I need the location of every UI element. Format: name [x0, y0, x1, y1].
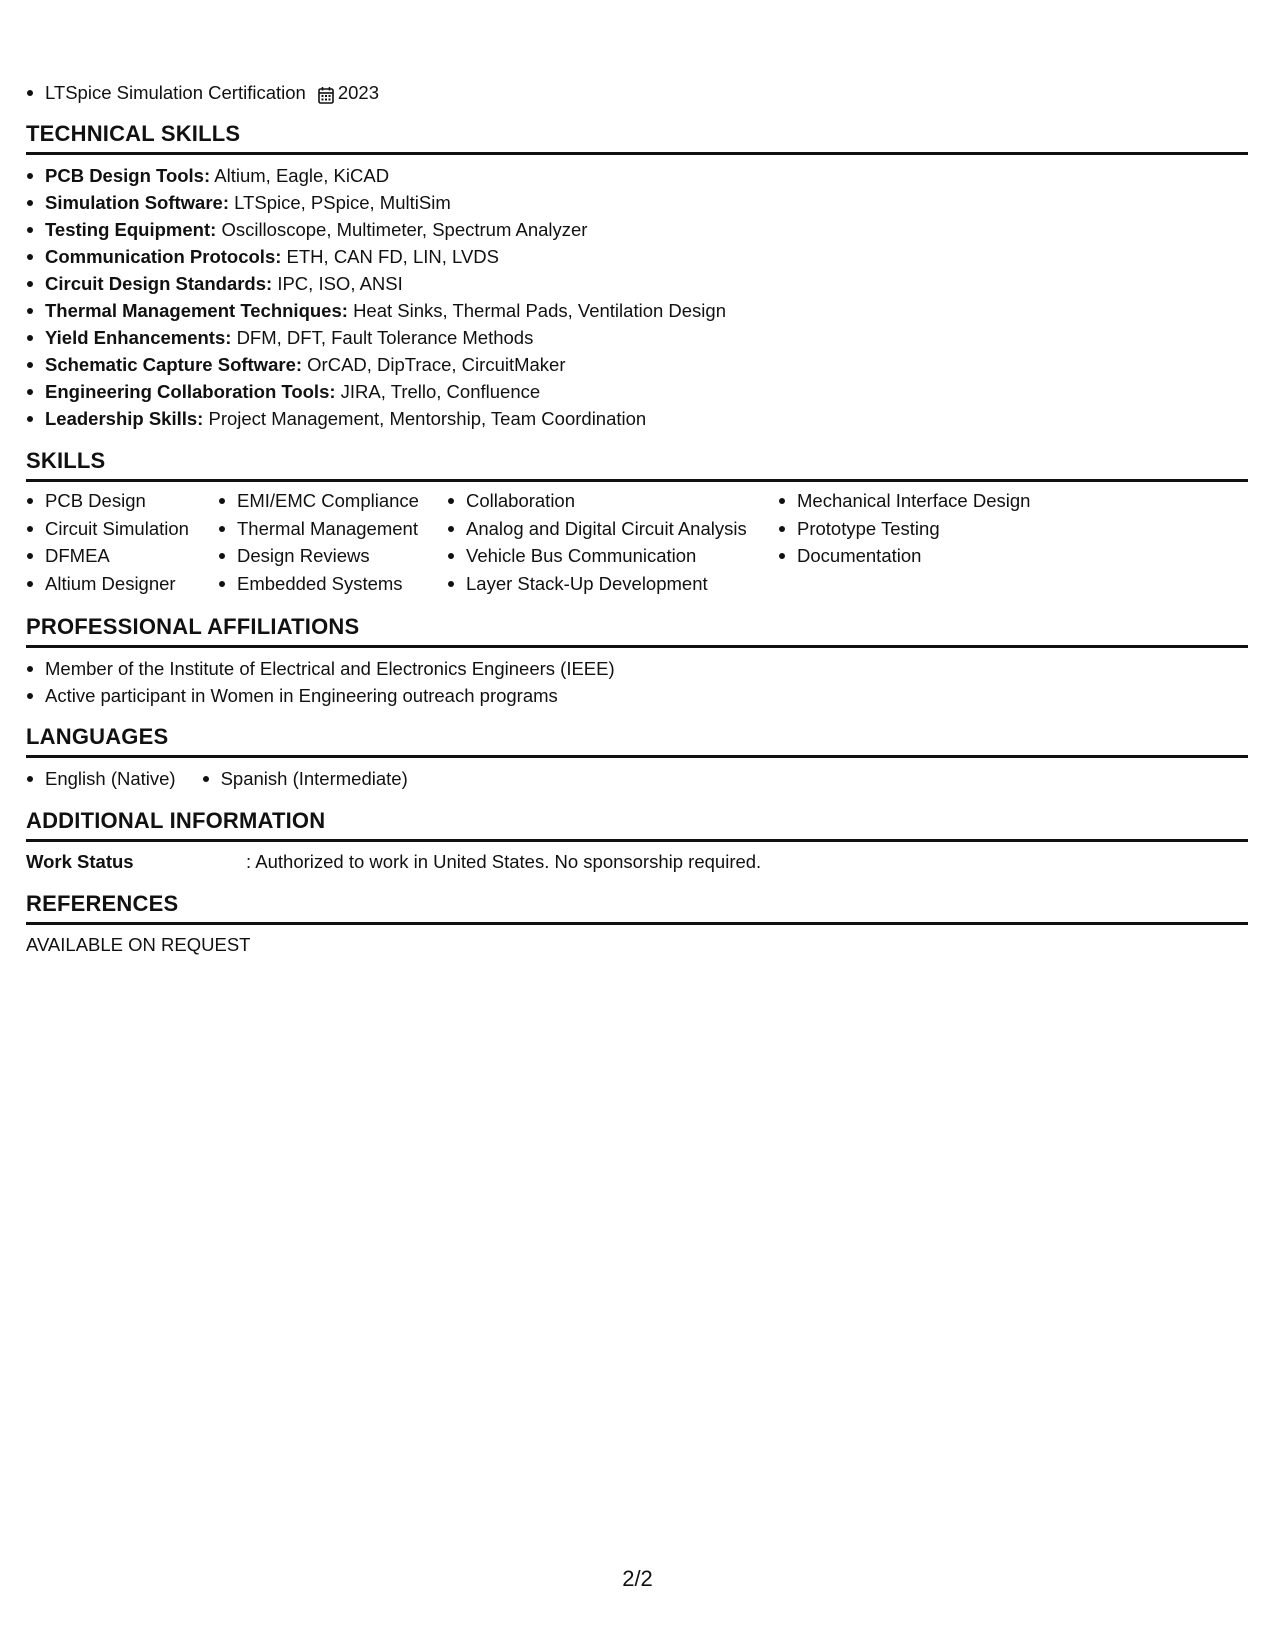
skill-label: PCB Design Tools: [45, 165, 211, 186]
language-item: English (Native) [26, 765, 176, 792]
skill-label: Yield Enhancements: [45, 327, 232, 348]
skill-item: Thermal Management [218, 515, 447, 543]
skills-column [778, 487, 1078, 597]
skill-value: ETH, CAN FD, LIN, LVDS [286, 246, 499, 267]
section-title-references: REFERENCES [26, 891, 1248, 925]
skill-item: Vehicle Bus Communication [447, 542, 778, 570]
skill-label: Schematic Capture Software: [45, 354, 303, 375]
skill-label: Communication Protocols: [45, 246, 282, 267]
technical-skill-item [26, 162, 726, 189]
skill-item: Design Reviews [218, 542, 447, 570]
section-title-languages: LANGUAGES [26, 724, 1248, 758]
skill-value: OrCAD, DipTrace, CircuitMaker [307, 354, 566, 375]
calendar-icon [318, 84, 334, 102]
section-title-additional-information: ADDITIONAL INFORMATION [26, 808, 1248, 842]
skill-item: Analog and Digital Circuit Analysis [447, 515, 778, 543]
work-status-value: : Authorized to work in United States. No sponsorship required. [246, 851, 762, 872]
skills-column [26, 487, 218, 597]
skill-label: Thermal Management Techniques: [45, 300, 348, 321]
skill-label: Simulation Software: [45, 192, 229, 213]
technical-skill-item [26, 216, 726, 243]
technical-skill-item [26, 324, 726, 351]
skill-value: LTSpice, PSpice, MultiSim [234, 192, 451, 213]
skill-value: Altium, Eagle, KiCAD [214, 165, 390, 186]
skill-item: Prototype Testing [778, 515, 1078, 543]
references-text: AVAILABLE ON REQUEST [26, 934, 251, 955]
skill-item: PCB Design [26, 487, 218, 515]
affiliations-list [26, 655, 615, 709]
certification-list [26, 79, 379, 106]
certification-name: LTSpice Simulation Certification [45, 82, 306, 103]
certification-item [26, 79, 379, 106]
skill-item: Collaboration [447, 487, 778, 515]
certification-year: 2023 [337, 82, 379, 103]
skill-value: JIRA, Trello, Confluence [340, 381, 541, 402]
skill-item: Altium Designer [26, 570, 218, 598]
skill-item: Embedded Systems [218, 570, 447, 598]
technical-skill-item [26, 405, 726, 432]
languages-list [26, 765, 434, 792]
section-title-technical-skills: TECHNICAL SKILLS [26, 121, 1248, 155]
skill-item: EMI/EMC Compliance [218, 487, 447, 515]
skill-value: IPC, ISO, ANSI [277, 273, 403, 294]
technical-skill-item [26, 243, 726, 270]
affiliation-item: Member of the Institute of Electrical and Electronics Engineers (IEEE) [26, 655, 615, 682]
skill-label: Leadership Skills: [45, 408, 204, 429]
skills-column [447, 487, 778, 597]
skill-value: DFM, DFT, Fault Tolerance Methods [236, 327, 534, 348]
language-item: Spanish (Intermediate) [202, 765, 408, 792]
skill-item: Layer Stack-Up Development [447, 570, 778, 598]
skill-item: DFMEA [26, 542, 218, 570]
technical-skill-item [26, 378, 726, 405]
skill-label: Testing Equipment: [45, 219, 217, 240]
skill-label: Engineering Collaboration Tools: [45, 381, 336, 402]
section-title-skills: SKILLS [26, 448, 1248, 482]
technical-skills-list [26, 162, 726, 432]
skill-value: Heat Sinks, Thermal Pads, Ventilation Design [353, 300, 726, 321]
work-status-row [26, 849, 761, 875]
skill-item: Mechanical Interface Design [778, 487, 1078, 515]
skill-item: Circuit Simulation [26, 515, 218, 543]
section-title-affiliations: PROFESSIONAL AFFILIATIONS [26, 614, 1248, 648]
technical-skill-item [26, 270, 726, 297]
page-number: 2/2 [622, 1566, 653, 1591]
skills-column [218, 487, 447, 597]
skill-label: Circuit Design Standards: [45, 273, 273, 294]
technical-skill-item [26, 297, 726, 324]
skill-value: Project Management, Mentorship, Team Coordination [208, 408, 647, 429]
skills-columns [26, 487, 1078, 597]
skill-item: Documentation [778, 542, 1078, 570]
technical-skill-item [26, 189, 726, 216]
skill-value: Oscilloscope, Multimeter, Spectrum Analyzer [221, 219, 588, 240]
affiliation-item: Active participant in Women in Engineering outreach programs [26, 682, 615, 709]
work-status-label: Work Status [26, 851, 134, 872]
technical-skill-item [26, 351, 726, 378]
